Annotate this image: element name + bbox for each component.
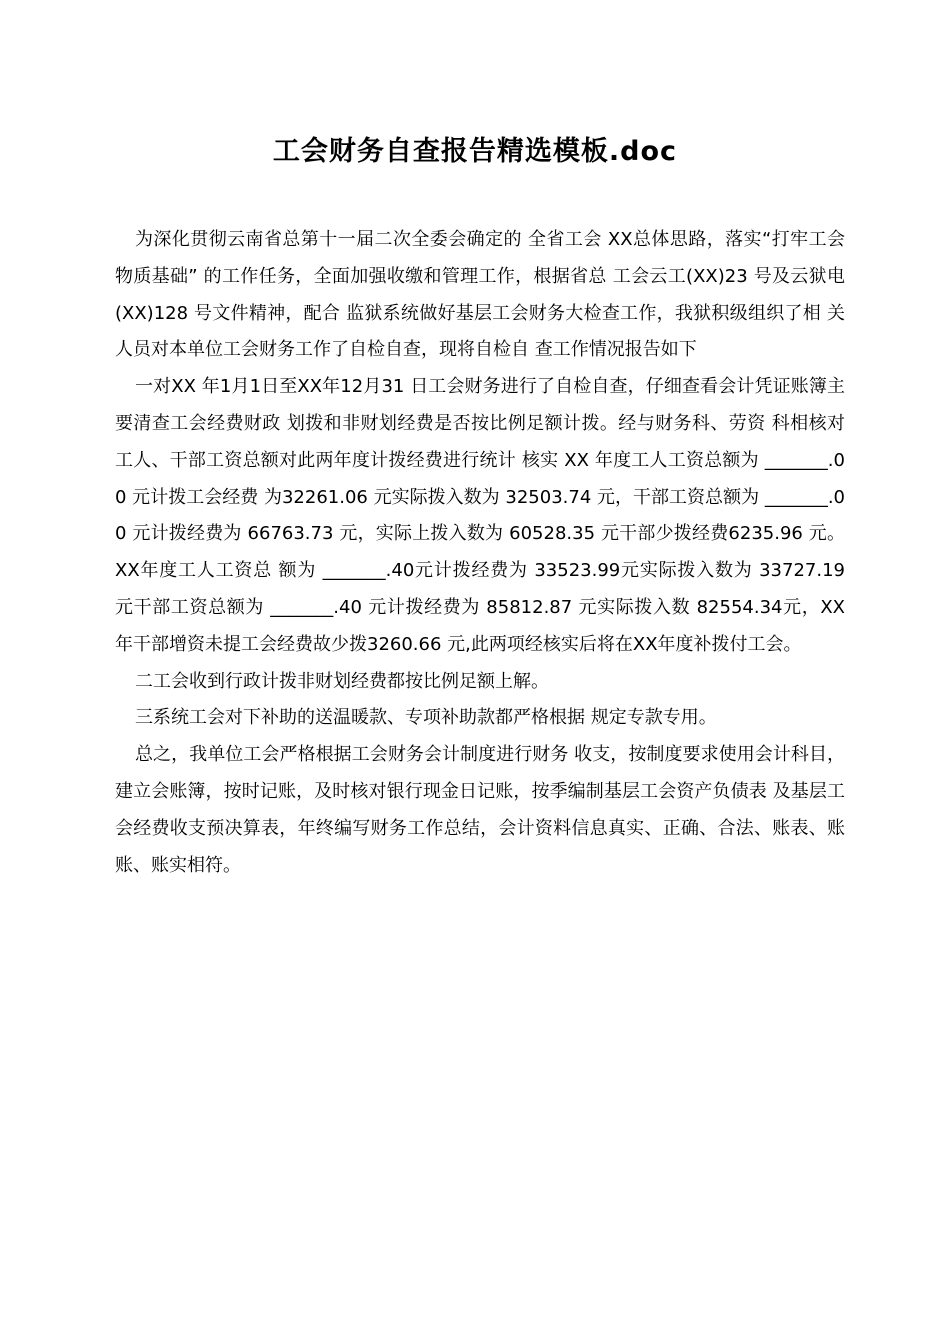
- paragraph-intro: 为深化贯彻云南省总第十一届二次全委会确定的 全省工会 XX总体思路，落实“打牢工会物质基础” 的工作任务，全面加强收缴和管理工作，根据省总 工会云工(XX)23 号及云狱电(XX)128 号文件精神，配合 监狱系统做好基层工会财务大检查工作，我狱积级组织了相 关人员对本单位工会财务工作了自检自查，现将自检自 查工作情况报告如下: [115, 229, 845, 361]
- paragraph-item-three: 三系统工会对下补助的送温暖款、专项补助款都严格根据 规定专款专用。: [135, 707, 717, 729]
- paragraph-item-one: 一对XX 年1月1日至XX年12月31 日工会财务进行了自检自查，仔细查看会计凭证账簿主要清查工会经费财政 划拨和非财划经费是否按比例足额计拨。经与财务科、劳资 科相核对工人、干部工资总额对此两年度计拨经费进行统计 核实 XX 年度工人工资总额为 _______.00 元计拨工会经费 为32261.06 元实际拨入数为 32503.74 元，干部工资总额为 _______.00 元计拨经费为 66763.73 元，实际上拨入数为 60528.35 元干部少拨经费6235.96 元。XX年度工人工资总 额为 _______.40元计拨经费为 33523.99元实际拨入数为 33727.19 元干部工资总额为 _______.40 元计拨经费为 85812.87 元实际拨入数 82554.34元，XX年干部增资未提工会经费故少拨3260.66 元,此两项经核实后将在XX年度补拨付工会。: [115, 376, 845, 655]
- document-title: 工会财务自查报告精选模板.doc: [272, 136, 678, 167]
- paragraph-summary: 总之，我单位工会严格根据工会财务会计制度进行财务 收支，按制度要求使用会计科目，建立会账簿，按时记账，及时核对银行现金日记账，按季编制基层工会资产负债表 及基层工会经费收支预决算表，年终编写财务工作总结，会计资料信息真实、正确、合法、账表、账账、账实相符。: [115, 744, 845, 876]
- paragraph-item-two: 二工会收到行政计拨非财划经费都按比例足额上解。: [135, 670, 549, 692]
- document-body: [115, 222, 845, 884]
